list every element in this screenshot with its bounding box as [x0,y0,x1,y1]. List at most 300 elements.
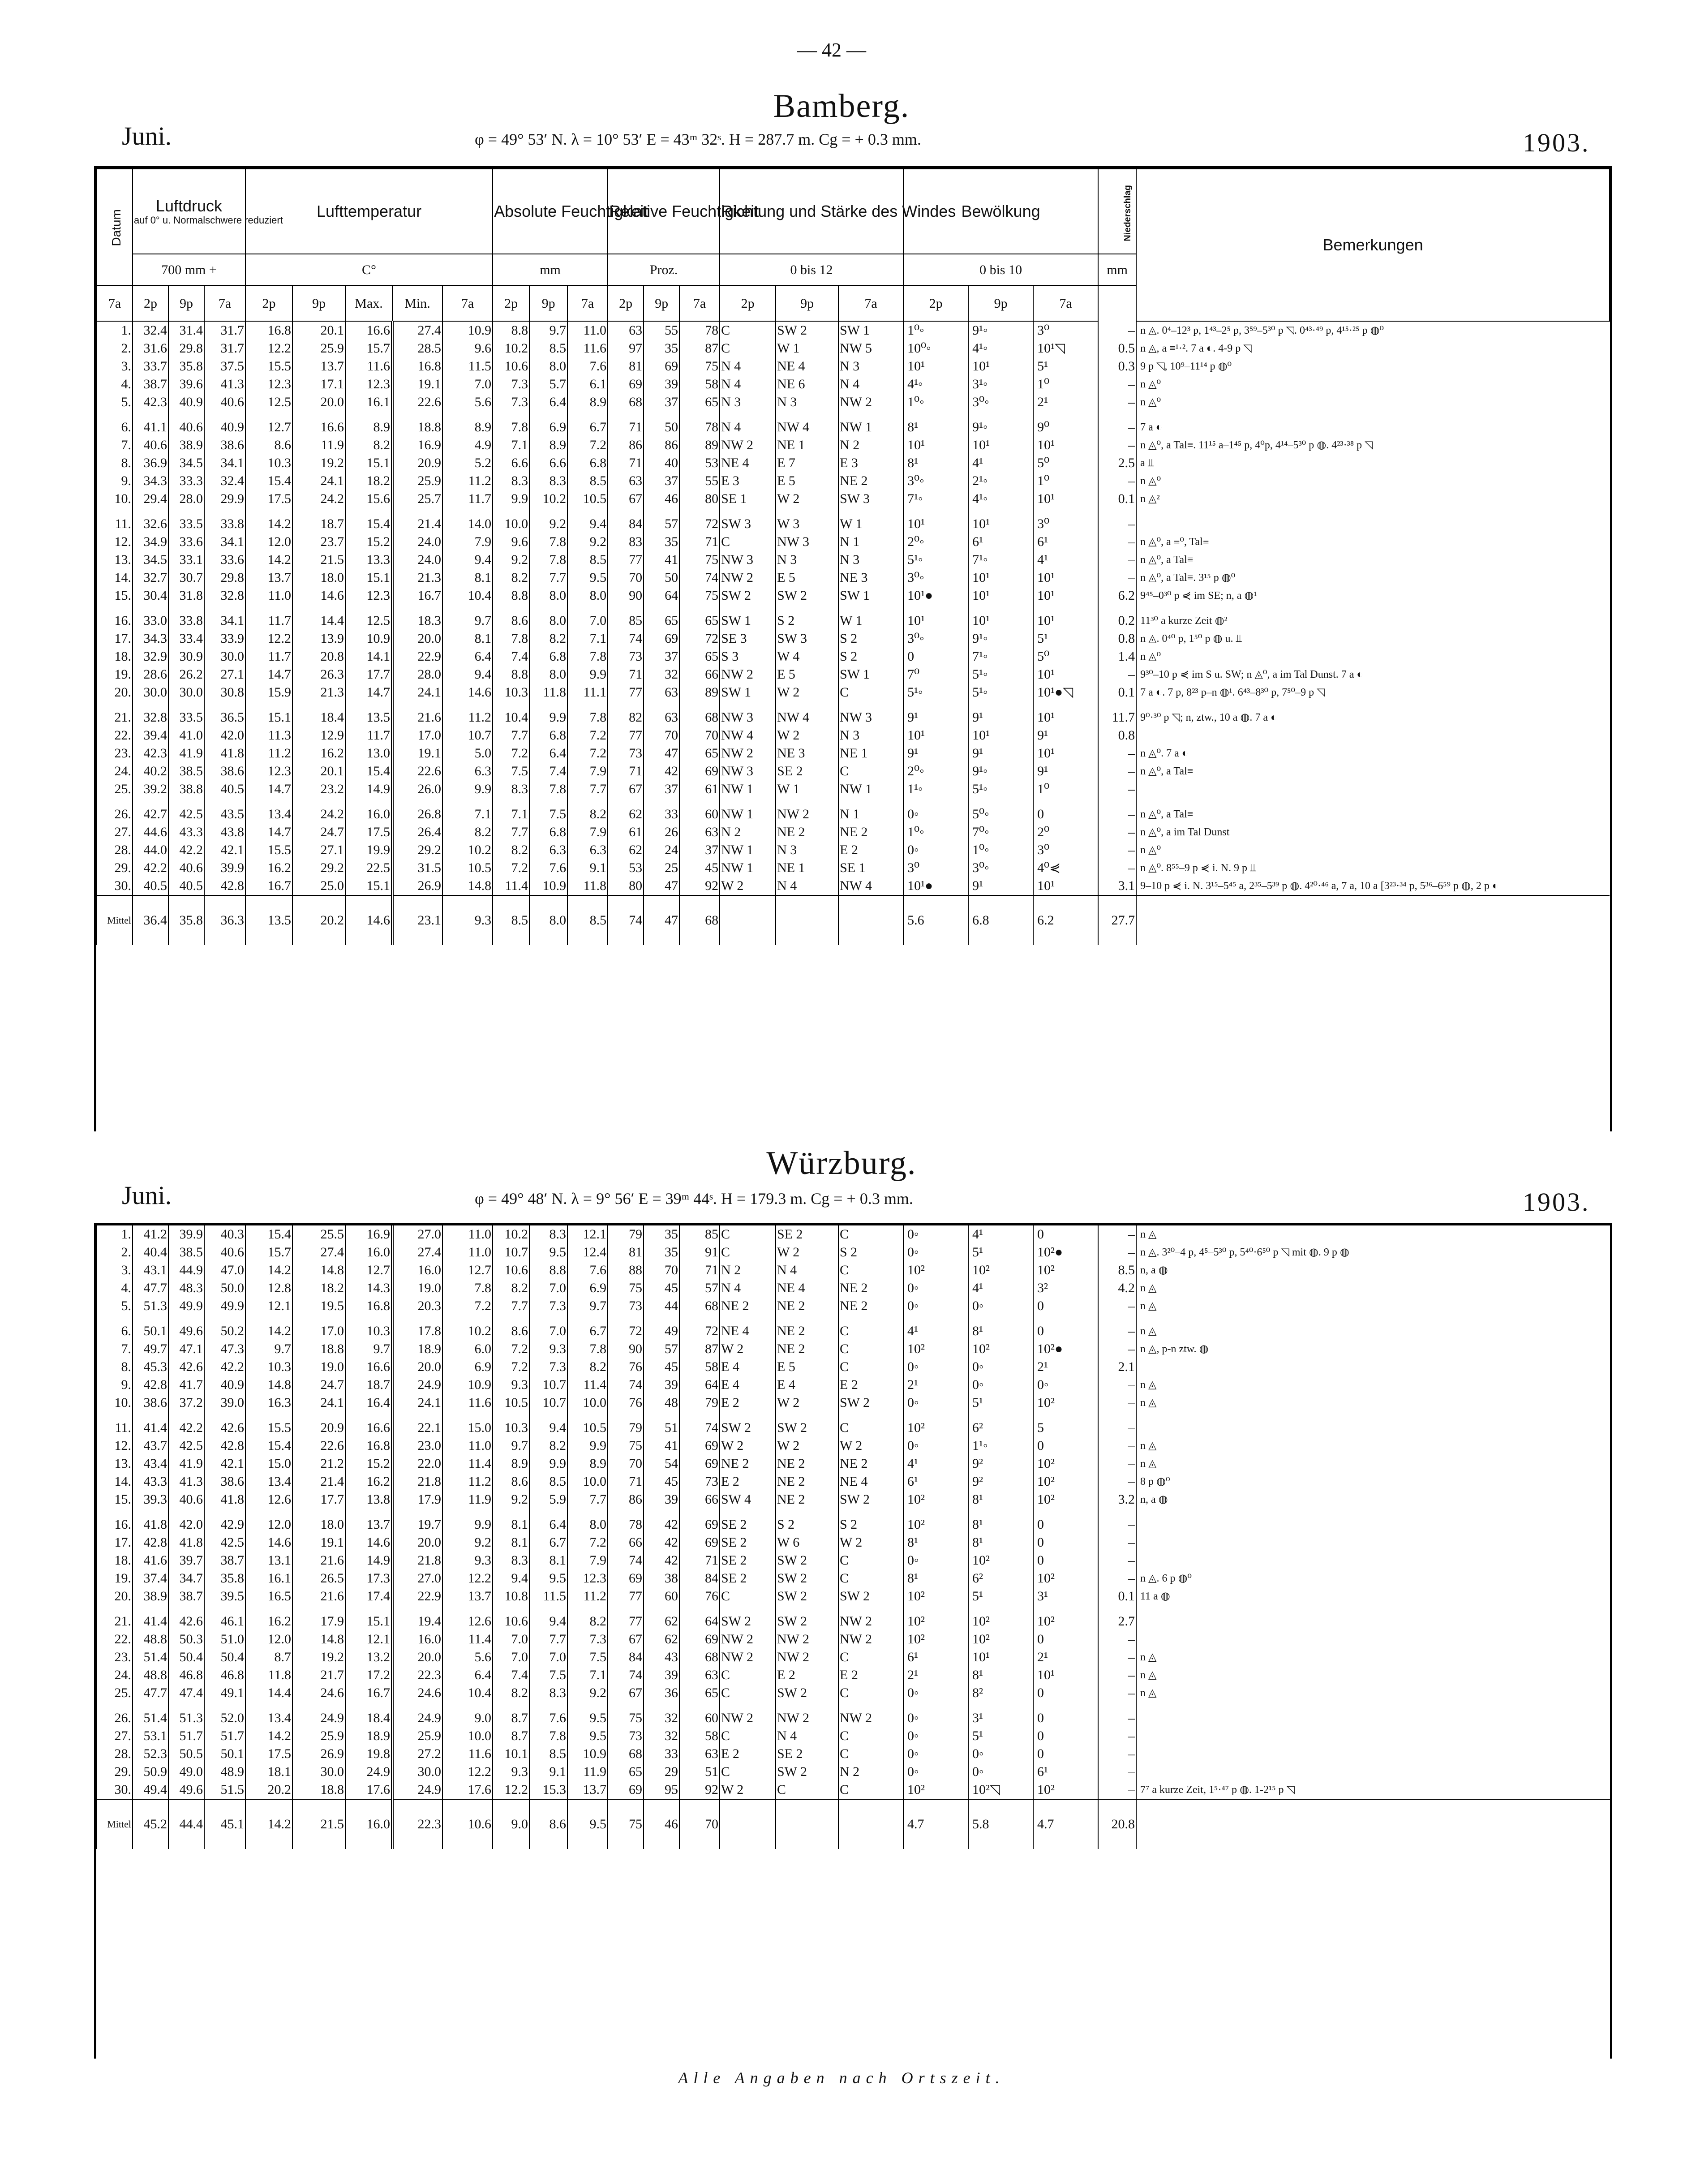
data-cell: W 1 [776,780,838,798]
data-cell: 7.1 [567,1666,608,1684]
data-cell: – [1098,1745,1136,1763]
data-cell: SW 2 [776,1569,838,1587]
data-cell: 71 [608,454,644,472]
data-cell: 10¹ [903,612,968,630]
data-cell: 42.6 [168,1612,204,1630]
data-cell: N 4 [720,418,776,436]
remark-cell: 9³⁰–10 p ⋞ im S u. SW; n ◬⁰, a im Tal Dunst. 7 a ◐ [1136,666,1610,684]
data-cell: S 2 [838,648,903,666]
remark-cell [1136,1552,1610,1569]
data-cell: – [1098,1552,1136,1569]
row-spacer [97,1702,1610,1709]
spacer-cell [345,605,392,612]
data-cell: 28.0 [392,666,442,684]
data-cell: 63 [608,472,644,490]
data-cell: 39.3 [133,1491,168,1509]
data-cell: 65 [679,393,720,411]
data-cell: NE 2 [776,1455,838,1473]
data-cell: 19. [97,1569,133,1587]
table-row [97,375,1610,393]
data-cell: 62 [608,841,644,859]
data-cell: 8.7 [493,1727,529,1745]
data-cell: 1⁰ [1033,375,1098,393]
data-cell: 9¹ [968,709,1033,727]
data-cell: 44.6 [133,823,168,841]
spacer-cell [392,701,442,709]
data-cell: 69 [679,762,720,780]
data-cell: S 3 [720,648,776,666]
data-cell: 35 [644,340,679,357]
data-cell: 85 [679,1225,720,1243]
data-cell: 75 [679,551,720,569]
spacer-cell [776,1605,838,1612]
data-cell: 11.0 [442,1437,493,1455]
data-cell: 10¹ [1033,490,1098,508]
data-cell: 9¹◦ [968,762,1033,780]
data-cell: 4¹◦ [903,375,968,393]
spacer-cell [1136,798,1610,805]
data-cell: 43.4 [133,1455,168,1473]
data-cell: 13.4 [245,805,292,823]
data-cell: 71 [608,1473,644,1491]
unit-relative: Proz. [608,254,720,285]
remark-cell: n ◬ [1136,1394,1610,1412]
data-cell: SW 2 [838,1394,903,1412]
spacer-cell [97,1702,133,1709]
data-cell: 27. [97,1727,133,1745]
mean-cell [838,895,903,945]
spacer-cell [720,1605,776,1612]
data-cell: C [838,1781,903,1799]
data-cell: 10¹◹ [1033,340,1098,357]
remark-cell: n ◬⁰ [1136,648,1610,666]
mean-cell: 9.0 [493,1799,529,1849]
spacer-cell [133,798,168,805]
data-cell: 10.3 [493,1419,529,1437]
data-cell: 24.9 [392,1709,442,1727]
data-cell: SE 2 [776,762,838,780]
unit-niederschlag: mm [1098,254,1136,285]
data-cell: 90 [608,1340,644,1358]
data-cell: 34.3 [133,630,168,648]
data-cell: NE 2 [776,1340,838,1358]
data-cell: 10²● [1033,1340,1098,1358]
data-cell: 0.5 [1098,340,1136,357]
data-cell: 47.7 [133,1684,168,1702]
data-cell: SW 3 [776,630,838,648]
data-cell: 26.5 [292,1569,345,1587]
data-cell: 14.8 [442,877,493,895]
data-cell: 34.1 [204,454,245,472]
data-cell: 13.1 [245,1552,292,1569]
spacer-cell [97,508,133,515]
data-cell: 2¹ [1033,393,1098,411]
data-cell: 17.6 [442,1781,493,1799]
data-cell: 63 [644,684,679,701]
data-cell: 71 [608,418,644,436]
data-cell: 49.9 [168,1297,204,1315]
data-cell: 16.2 [245,1612,292,1630]
spacer-cell [776,1702,838,1709]
table-row [97,515,1610,533]
data-cell: 9.5 [567,1709,608,1727]
footer-note: Alle Angaben nach Ortszeit. [678,2069,1005,2087]
data-cell: 80 [608,877,644,895]
data-cell: 48.8 [133,1630,168,1648]
spacer-cell [1033,1509,1098,1516]
spacer-cell [903,798,968,805]
data-cell: 13.3 [345,551,392,569]
data-cell: 41 [644,1437,679,1455]
data-cell: N 4 [720,1279,776,1297]
mean-cell: 45.2 [133,1799,168,1849]
data-cell: 50.1 [204,1745,245,1763]
data-cell: 7.3 [567,1630,608,1648]
data-cell: 67 [608,1684,644,1702]
data-cell: 39.7 [168,1552,204,1569]
data-cell: 49.7 [133,1340,168,1358]
mean-cell [720,895,776,945]
data-cell: 11.1 [567,684,608,701]
data-cell: 7.8 [442,1279,493,1297]
data-cell: 7.5 [493,762,529,780]
data-cell: – [1098,321,1136,340]
data-cell: 16.0 [345,1243,392,1261]
data-cell: 10¹ [1033,709,1098,727]
remark-cell [1136,515,1610,533]
data-cell: 11.3 [245,727,292,744]
data-cell: 2¹ [1033,1358,1098,1376]
data-cell: 10.9 [442,1376,493,1394]
data-cell: 33.6 [204,551,245,569]
data-cell: 77 [608,684,644,701]
data-cell: 42.5 [168,805,204,823]
data-cell: 30.0 [133,684,168,701]
spacer-cell [529,1702,567,1709]
data-cell: 9.5 [529,1243,567,1261]
data-cell: W 4 [776,648,838,666]
data-cell: 43.8 [204,823,245,841]
data-cell: 70 [644,1261,679,1279]
data-cell: 28.5 [392,340,442,357]
data-cell: 9.9 [567,1437,608,1455]
data-cell: SW 2 [776,1419,838,1437]
spacer-cell [392,508,442,515]
data-cell: 51.5 [204,1781,245,1799]
data-cell: 47.0 [204,1261,245,1279]
data-cell: 0 [1033,1225,1098,1243]
data-cell: 18. [97,1552,133,1569]
term-header: 7a [1033,285,1098,321]
spacer-cell [204,701,245,709]
data-cell: 39.0 [204,1394,245,1412]
data-cell: 7.0 [442,375,493,393]
remark-cell: 9 p ◹, 10⁹–11¹⁴ p ◍⁰ [1136,357,1610,375]
table-row [97,1781,1610,1799]
data-cell: E 3 [720,472,776,490]
data-cell: 74 [608,1376,644,1394]
spacer-cell [608,508,644,515]
data-cell: 65 [679,744,720,762]
data-cell: 51.3 [133,1297,168,1315]
data-cell: 12.0 [245,533,292,551]
data-cell: 15.4 [245,1225,292,1243]
data-cell: 63 [679,1666,720,1684]
term-header: 9p [776,285,838,321]
bamberg-table-frame [94,166,1612,1131]
data-cell: 17.9 [292,1612,345,1630]
data-cell: 1¹◦ [903,780,968,798]
data-cell: 16.0 [392,1630,442,1648]
data-cell: NE 1 [776,436,838,454]
data-cell: 9. [97,472,133,490]
data-cell: E 2 [720,1745,776,1763]
data-cell: 25.7 [392,490,442,508]
data-cell: 23. [97,744,133,762]
data-cell: 32.6 [133,515,168,533]
data-cell: 10.5 [567,490,608,508]
month-label: Juni. [122,1181,172,1210]
data-cell: 24.2 [292,805,345,823]
data-cell: S 2 [776,1516,838,1534]
data-cell: NW 2 [720,666,776,684]
data-cell: SW 1 [838,587,903,605]
data-cell: 10.9 [442,321,493,340]
data-cell: 64 [679,1612,720,1630]
data-cell: – [1098,780,1136,798]
data-cell: 10² [1033,1473,1098,1491]
data-cell: 42.2 [133,859,168,877]
data-cell: 65 [608,1763,644,1781]
data-cell: 71 [608,762,644,780]
data-cell: NW 2 [776,1630,838,1648]
data-cell: N 4 [776,877,838,895]
data-cell: 39 [644,375,679,393]
data-cell: 5⁰ [1033,648,1098,666]
data-cell: 10.7 [529,1394,567,1412]
spacer-cell [1033,798,1098,805]
data-cell: 40.3 [204,1225,245,1243]
spacer-cell [442,798,493,805]
data-cell: N 3 [838,551,903,569]
data-cell: 0.1 [1098,1587,1136,1605]
data-cell: 34.5 [168,454,204,472]
data-cell: 14.2 [245,1322,292,1340]
data-cell: SW 2 [720,1419,776,1437]
data-cell: 24.6 [292,1684,345,1702]
data-cell: 7.2 [567,436,608,454]
data-cell: 38.6 [204,762,245,780]
data-cell: 68 [608,393,644,411]
data-cell: 24.7 [292,823,345,841]
data-cell: NE 2 [776,1297,838,1315]
spacer-cell [392,411,442,418]
data-cell: 25.9 [392,472,442,490]
spacer-cell [776,701,838,709]
data-cell: 7.2 [567,1534,608,1552]
spacer-cell [608,411,644,418]
data-cell: 9.9 [493,490,529,508]
data-cell: 6.9 [567,1279,608,1297]
data-cell: 41.3 [168,1473,204,1491]
spacer-cell [168,508,204,515]
spacer-cell [493,798,529,805]
data-cell: 6.2 [1098,587,1136,605]
data-cell: 41.8 [204,1491,245,1509]
data-cell: 6.9 [529,418,567,436]
data-cell: NE 4 [838,1473,903,1491]
data-cell: 22.0 [392,1455,442,1473]
data-cell: 27.1 [292,841,345,859]
data-cell: 6.9 [442,1358,493,1376]
spacer-cell [345,1412,392,1419]
data-cell: – [1098,375,1136,393]
data-cell: 8.3 [529,1225,567,1243]
data-cell: 6.8 [567,454,608,472]
remark-cell: n ◬ [1136,1297,1610,1315]
data-cell: 15.6 [345,490,392,508]
data-cell: 72 [679,515,720,533]
spacer-cell [292,701,345,709]
table-row [97,1534,1610,1552]
spacer-cell [1033,605,1098,612]
data-cell: N 3 [776,551,838,569]
data-cell: 74 [679,1419,720,1437]
remark-cell: 7 a ◐. 7 p, 8²³ p–n ◍¹. 6⁴³–8³⁰ p, 7⁵⁰–9 p ◹ [1136,684,1610,701]
remark-cell: n ◬⁰, a Tal≡ [1136,551,1610,569]
spacer-cell [968,798,1033,805]
data-cell: 7.5 [529,805,567,823]
data-cell: 12.6 [245,1491,292,1509]
data-cell: NE 2 [720,1297,776,1315]
remark-cell: 11³⁰ a kurze Zeit ◍² [1136,612,1610,630]
data-cell: 8.1 [442,569,493,587]
data-cell: 16.0 [392,1261,442,1279]
data-cell: 10¹ [968,1648,1033,1666]
spacer-cell [567,1509,608,1516]
spacer-cell [168,1702,204,1709]
data-cell: 16.8 [245,321,292,340]
spacer-cell [1136,1509,1610,1516]
data-cell: 12.3 [345,375,392,393]
data-cell: SE 2 [720,1534,776,1552]
data-cell: 0◦ [903,1437,968,1455]
spacer-cell [838,1509,903,1516]
year-label: 1903. [1523,1187,1590,1217]
spacer-cell [720,411,776,418]
data-cell: NW 2 [838,1630,903,1648]
data-cell: 34.7 [168,1569,204,1587]
data-cell: 11.9 [292,436,345,454]
spacer-cell [1136,508,1610,515]
data-cell: 12.2 [245,340,292,357]
data-cell: 3.2 [1098,1491,1136,1509]
data-cell: N 3 [838,357,903,375]
data-cell: 26.4 [392,823,442,841]
mean-cell: 13.5 [245,895,292,945]
data-cell: 50.4 [168,1648,204,1666]
data-cell: 51.4 [133,1648,168,1666]
data-cell: 8¹ [968,1666,1033,1684]
data-cell: 13.2 [345,1648,392,1666]
data-cell: 8.7 [493,1709,529,1727]
data-cell: 7.6 [529,859,567,877]
spacer-cell [903,701,968,709]
data-cell: 45 [679,859,720,877]
term-header: 7a [442,285,493,321]
spacer-cell [1098,1702,1136,1709]
data-cell: NW 1 [838,418,903,436]
data-cell: C [720,1587,776,1605]
data-cell: 8.5 [567,551,608,569]
data-cell: 14. [97,569,133,587]
data-cell: C [720,321,776,340]
data-cell: 1. [97,321,133,340]
spacer-cell [1098,508,1136,515]
data-cell: 50.0 [204,1279,245,1297]
data-cell: 86 [608,1491,644,1509]
data-cell: W 2 [838,1534,903,1552]
data-cell: 69 [679,1534,720,1552]
data-cell: 15.2 [345,1455,392,1473]
data-cell: 21.7 [292,1666,345,1684]
data-cell: 9.6 [493,533,529,551]
data-cell: NW 1 [720,859,776,877]
spacer-cell [292,1509,345,1516]
spacer-cell [1136,605,1610,612]
data-cell: 4¹ [903,1322,968,1340]
mean-cell: 36.3 [204,895,245,945]
data-cell: E 7 [776,454,838,472]
spacer-cell [776,1412,838,1419]
data-cell: – [1098,859,1136,877]
data-cell: – [1098,1340,1136,1358]
data-cell: 10.0 [442,1727,493,1745]
data-cell: 38.6 [133,1394,168,1412]
data-cell: NE 2 [838,1455,903,1473]
data-cell: 16.6 [345,321,392,340]
remark-cell: n ◬⁰, a Tal≡ [1136,762,1610,780]
spacer-cell [903,1315,968,1322]
remark-cell: 7 a ◐ [1136,418,1610,436]
data-cell: 9.2 [442,1534,493,1552]
data-cell: 41.4 [133,1612,168,1630]
data-cell: – [1098,1322,1136,1340]
data-cell: 4⁰⋞ [1033,859,1098,877]
data-cell: SW 2 [838,1491,903,1509]
spacer-cell [204,605,245,612]
spacer-cell [903,1702,968,1709]
data-cell: 63 [644,709,679,727]
spacer-cell [529,1412,567,1419]
data-cell: – [1098,744,1136,762]
data-cell: 84 [679,1569,720,1587]
data-cell: 29.2 [392,841,442,859]
data-cell: W 2 [720,877,776,895]
data-cell: 38.9 [168,436,204,454]
data-cell: 40.6 [168,1491,204,1509]
data-cell: 10.8 [493,1587,529,1605]
data-cell: 26.0 [392,780,442,798]
data-cell: 12.5 [245,393,292,411]
data-cell: 7¹◦ [903,490,968,508]
data-cell: 10¹ [903,357,968,375]
remark-cell: 11 a ◍ [1136,1587,1610,1605]
spacer-cell [608,798,644,805]
spacer-cell [493,411,529,418]
data-cell: 10² [903,1587,968,1605]
data-cell: 9.2 [529,515,567,533]
